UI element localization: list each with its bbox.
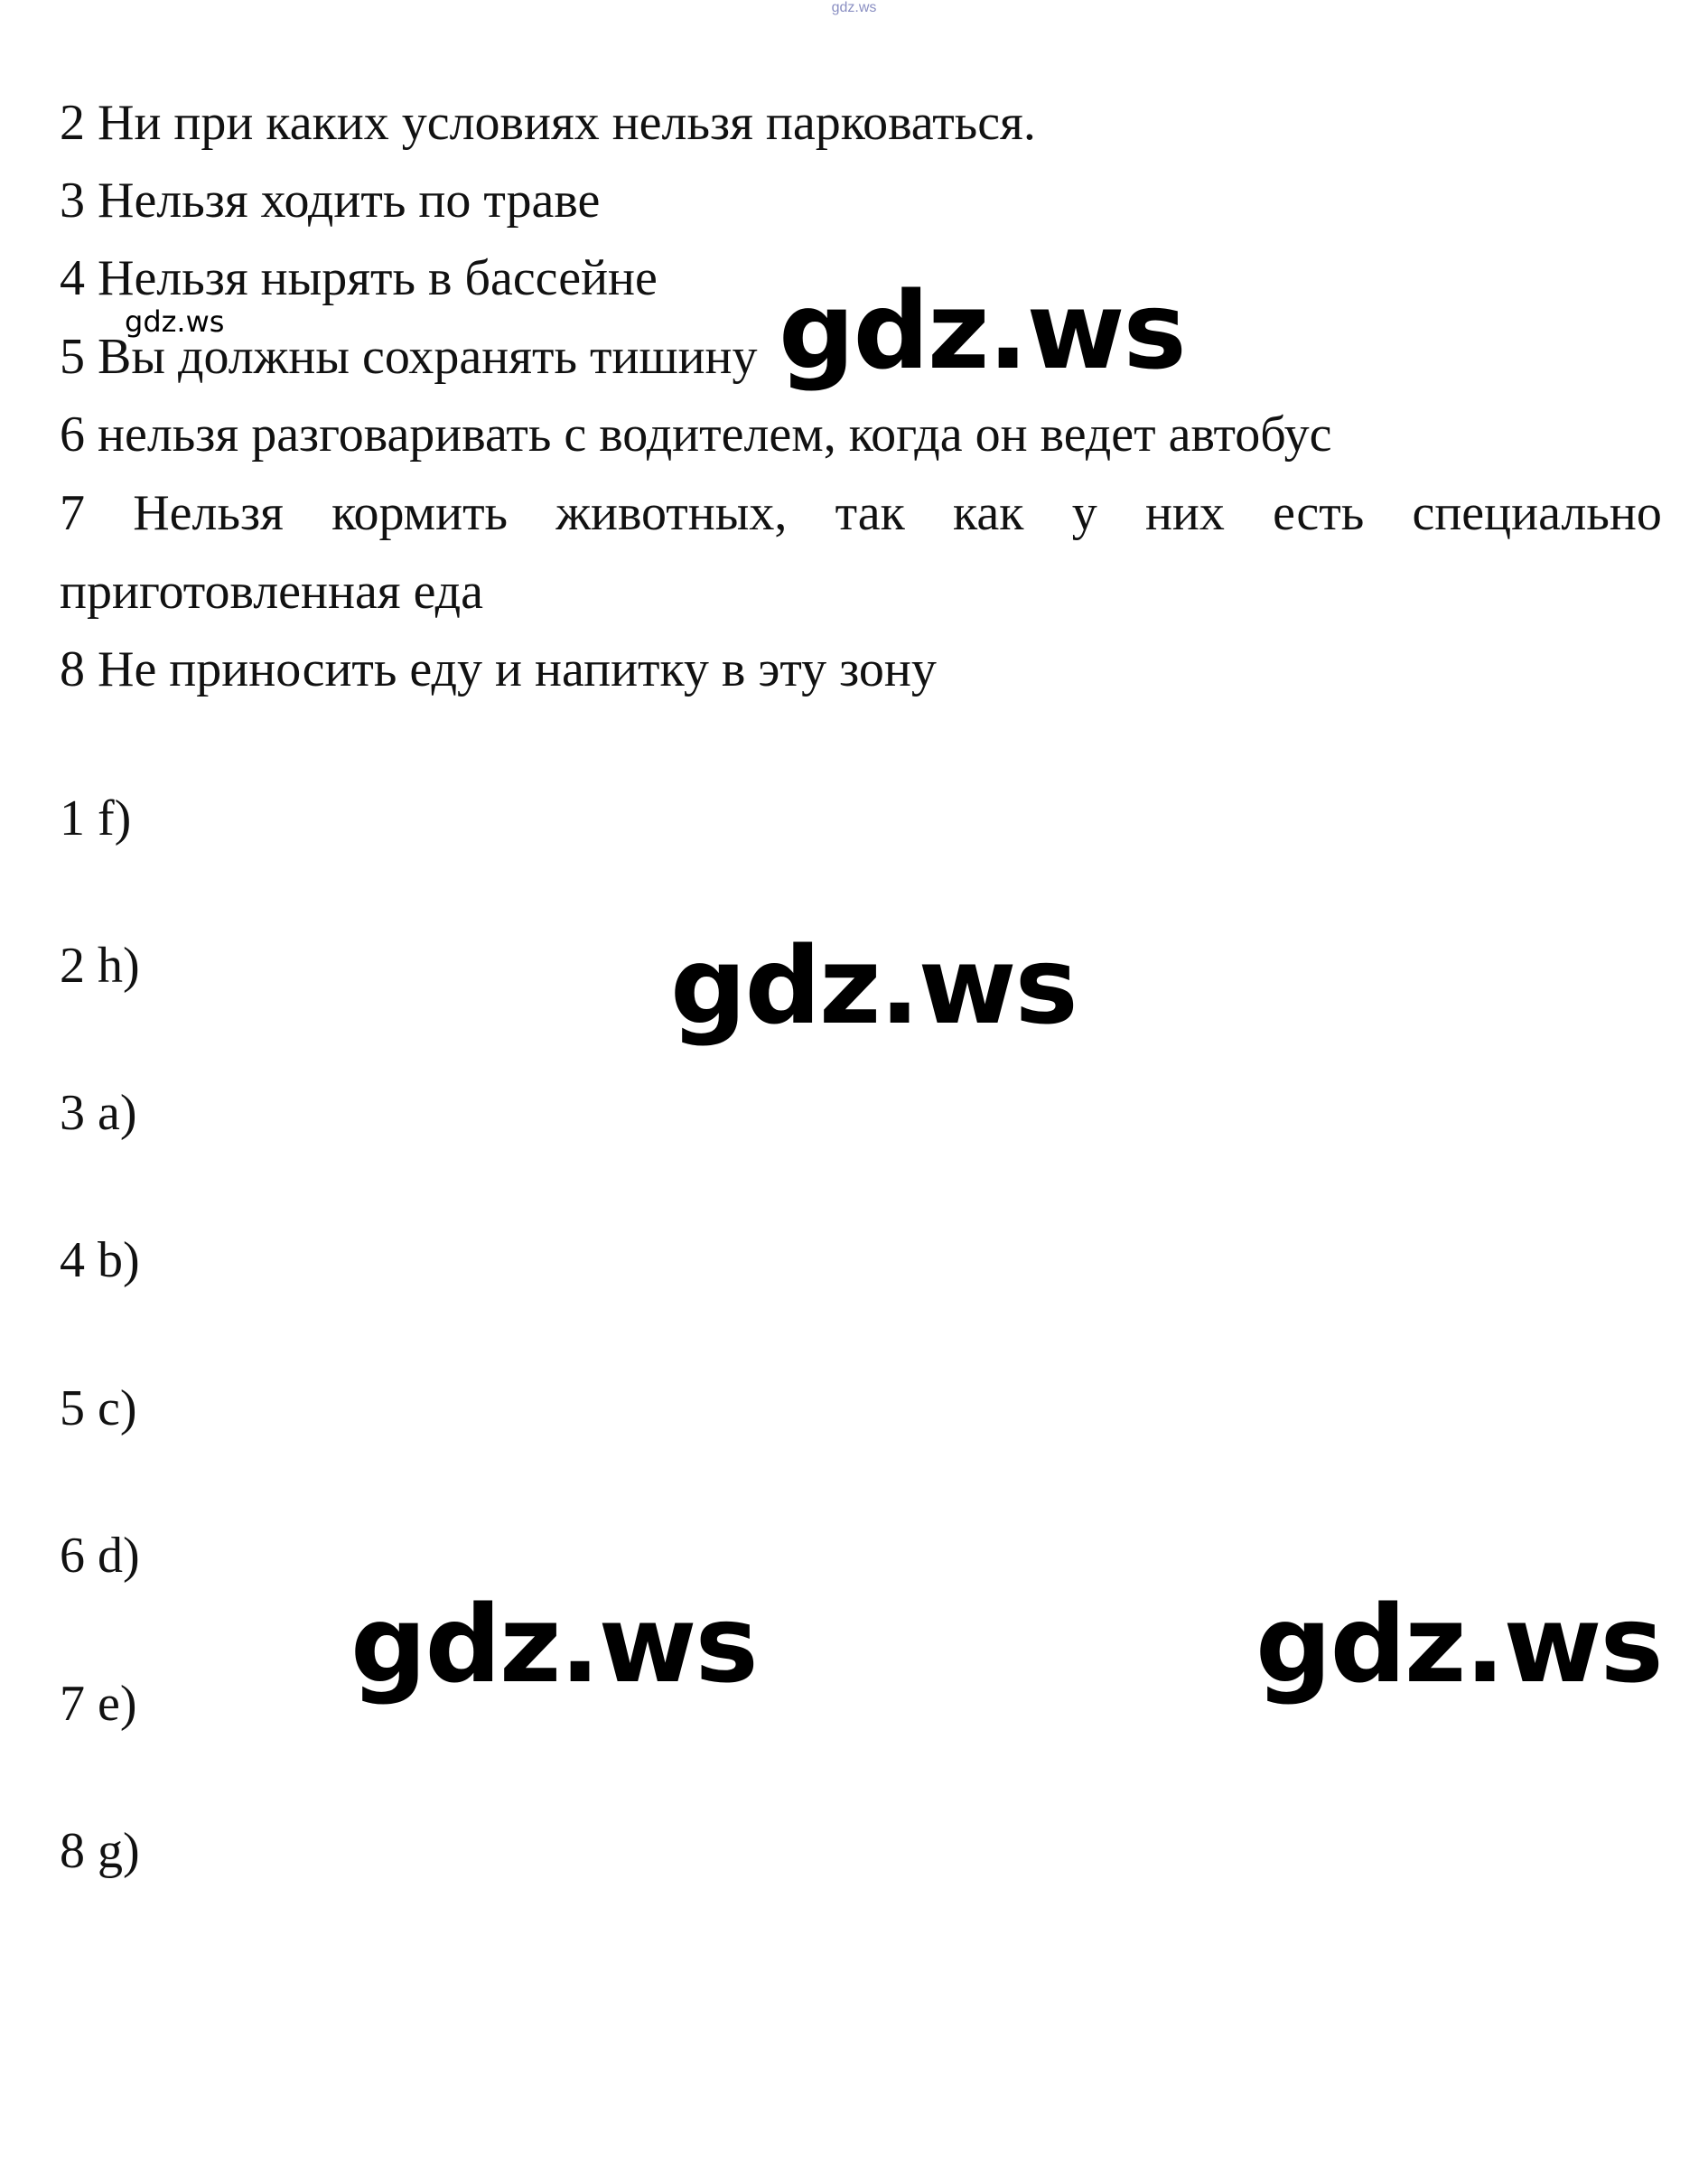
sentence-5: 5 Вы должны сохранять тишину xyxy=(60,329,758,385)
sentence-7-word: у xyxy=(1071,485,1097,541)
answer-1: 1 f) xyxy=(60,790,132,846)
watermark-large-1: gdz.ws xyxy=(779,268,1185,393)
answer-3: 3 a) xyxy=(60,1085,137,1141)
sentence-3: 3 Нельзя ходить по траве xyxy=(60,173,601,229)
answer-8: 8 g) xyxy=(60,1823,140,1879)
sentence-7-word: специально xyxy=(1412,485,1662,541)
sentence-7-word: 7 xyxy=(60,485,85,541)
watermark-large-4: gdz.ws xyxy=(1255,1582,1662,1706)
answer-2: 2 h) xyxy=(60,938,140,994)
answer-5: 5 c) xyxy=(60,1380,137,1436)
sentence-7 xyxy=(60,482,1662,545)
sentence-2: 2 Ни при каких условиях нельзя парковаться. xyxy=(60,95,1036,151)
sentence-8: 8 Не приносить еду и напитку в эту зону xyxy=(60,641,937,697)
sentence-7-word: есть xyxy=(1273,485,1365,541)
header-watermark: gdz.ws xyxy=(831,0,877,15)
watermark-small: gdz.ws xyxy=(125,304,225,339)
answer-4: 4 b) xyxy=(60,1232,140,1288)
sentence-7-word: них xyxy=(1144,485,1225,541)
sentence-6: 6 нельзя разговаривать с водителем, когда он ведет автобус xyxy=(60,407,1332,463)
sentence-7-word: животных, xyxy=(555,485,788,541)
answer-6: 6 d) xyxy=(60,1528,140,1584)
answer-7: 7 e) xyxy=(60,1676,137,1732)
sentence-7-word: кормить xyxy=(331,485,509,541)
watermark-large-3: gdz.ws xyxy=(350,1582,757,1706)
sentence-7-word: как xyxy=(953,485,1024,541)
sentence-7-word: так xyxy=(835,485,905,541)
sentence-7-continuation: приготовленная еда xyxy=(60,564,484,620)
sentence-7-word: Нельзя xyxy=(133,485,284,541)
sentence-4: 4 Нельзя нырять в бассейне xyxy=(60,250,658,306)
watermark-large-2: gdz.ws xyxy=(670,923,1077,1048)
